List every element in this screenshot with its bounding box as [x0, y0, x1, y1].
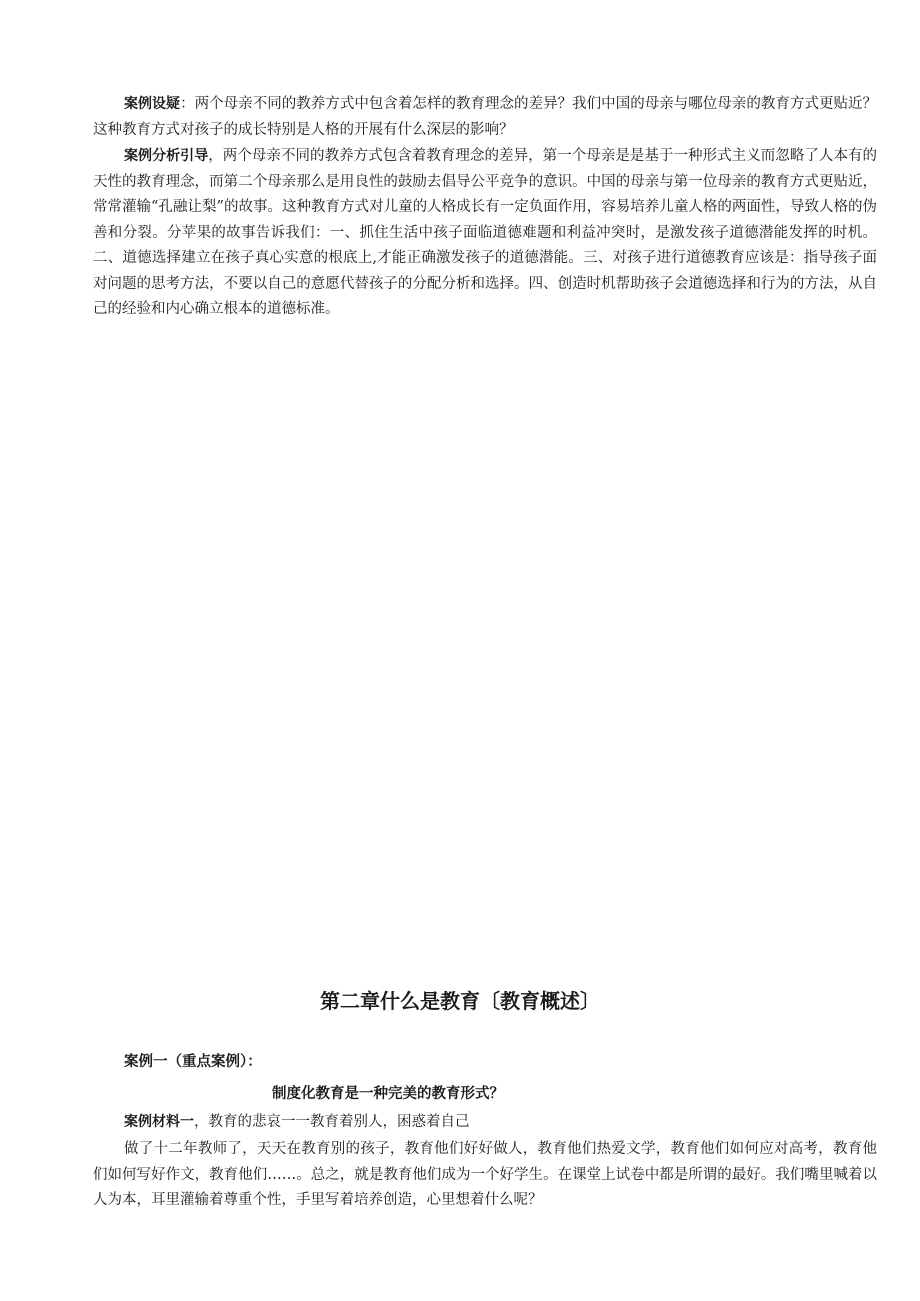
case-analysis-separator: ，	[208, 148, 223, 164]
case-material-label: 案例材料一	[124, 1114, 194, 1130]
case-body-paragraph: 做了十二年教师了，天天在教育别的孩子，教育他们好好做人，教育他们热爱文学，教育他们如何应对高考，教育他们如何写好作文，教育他们……。总之，就是教育他们成为一个好学生。在课堂上试卷中都是所谓的最好。我们嘴里喊着以人为本，耳里灌输着尊重个性，手里写着培养创造，心里想着什么呢？	[93, 1141, 877, 1208]
chapter-title: 第二章什么是教育〔教育概述〕	[320, 989, 600, 1013]
case-material-paragraph	[93, 1110, 877, 1136]
case-material-text: 教育的悲哀一一教育着别人，困惑着自己	[208, 1114, 470, 1130]
case-analysis-label: 案例分析引导	[124, 148, 209, 164]
case-material-separator: ，	[194, 1114, 209, 1130]
case-question-paragraph	[93, 92, 877, 143]
case-one-subtitle: 制度化教育是一种完美的教育形式？	[272, 1086, 504, 1102]
case-question-label: 案例设疑	[124, 96, 181, 112]
case-analysis-text: 两个母亲不同的教养方式包含着教育理念的差异，第一个母亲是是基于一种形式主义而忽略了人本有的天性的教育理念，而第二个母亲那么是用良性的鼓励去倡导公平竞争的意识。中国的母亲与第一位母亲的教育方式更贴近，常常灌输“孔融让梨”的故事。这种教育方式对儿童的人格成长有一定负面作用，容易培养儿童人格的两面性，导致人格的伪善和分裂。分苹果的故事告诉我们：一、抓住生活中孩子面临道德难题和利益冲突时，是激发孩子道德潜能发挥的时机。二、道德选择建立在孩子真心实意的根底上,才能正确激发孩子的道德潜能。三、对孩子进行道德教育应该是：指导孩子面对问题的思考方法，不要以自己的意愿代替孩子的分配分析和选择。四、创造时机帮助孩子会道德选择和行为的方法，从自己的经验和内心确立根本的道德标准。	[93, 148, 878, 317]
case-question-separator: ：	[180, 96, 195, 112]
case-question-text: 两个母亲不同的教养方式中包含着怎样的教育理念的差异？我们中国的母亲与哪位母亲的教育方式更贴近？这种教育方式对孩子的成长特别是人格的开展有什么深层的影响？	[93, 96, 878, 138]
case-analysis-paragraph	[93, 144, 877, 323]
case-one-heading: 案例一（重点案例）：	[124, 1054, 262, 1070]
